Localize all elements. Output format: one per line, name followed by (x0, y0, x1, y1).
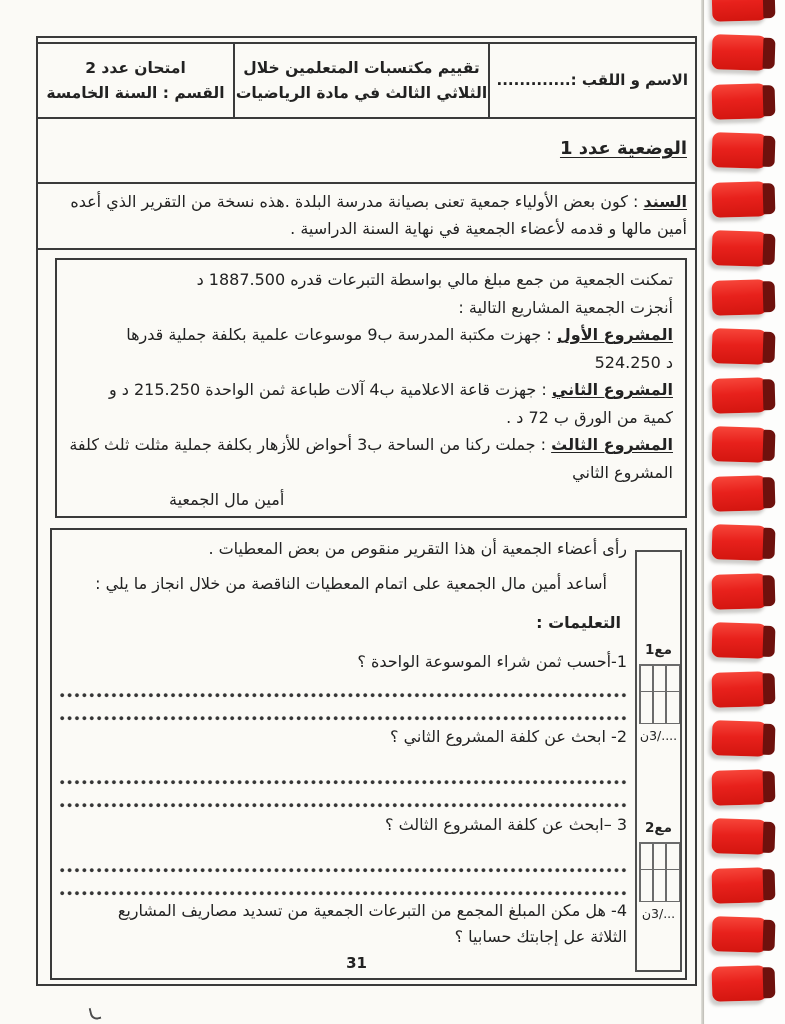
grid-cell (667, 692, 679, 723)
sanad-line2: أمين مالها و قدمه لأعضاء الجمعية في نهاية السنة الدراسية . (290, 219, 687, 238)
project3-text: : جملت ركنا من الساحة ب3 أحواض للأزهار بكلفة جملية مثلت ثلث كلفة (69, 435, 552, 454)
binding-ring-icon (711, 328, 768, 365)
binding-ring-icon (711, 132, 768, 169)
questions-box (50, 528, 687, 980)
binding-ring-icon (712, 867, 769, 904)
question-3: 3 –ابحث عن كلفة المشروع الثالث ؟ (385, 815, 627, 834)
binding-ring-icon (712, 475, 769, 512)
header-exam-cell (38, 44, 233, 117)
binding-ring-icon (712, 573, 769, 610)
question-4-line1: 4- هل مكن المبلغ المجمع من التبرعات الجمعية من تسديد مصاريف المشاريع (117, 901, 627, 920)
grading-box-1-label: مع1 (645, 642, 672, 658)
binding-ring-icon (712, 769, 769, 806)
binding-ring-icon (712, 671, 769, 708)
project1-label: المشروع الأول (556, 325, 673, 344)
name-label: الاسم و اللقب :............. (496, 70, 688, 89)
grid-cell (654, 666, 666, 691)
answer-dotted-line (60, 762, 627, 785)
binding-ring-icon (711, 720, 768, 757)
sanad-line1-text: : كون بعض الأولياء جمعية تعنى بصيانة مدرسة البلدة .هذه نسخة من التقرير الذي أعده (70, 192, 644, 211)
grid-cell (654, 870, 666, 901)
report-projects-intro: أنجزت الجمعية المشاريع التالية : (458, 297, 673, 317)
grading-box-2-label: مع2 (645, 820, 672, 836)
spiral-binding (708, 0, 785, 1024)
report-total-line: تمكنت الجمعية من جمع مبلغ مالي بواسطة التبرعات قدره 1887.500 د (196, 270, 673, 289)
header-table (36, 42, 697, 119)
grid-cell (667, 870, 679, 901)
report-box (55, 258, 687, 518)
grid-cell (641, 666, 653, 691)
grading-score-1: ..../3ن (639, 728, 678, 743)
grid-cell (667, 844, 679, 869)
grading-grid-2 (639, 842, 680, 902)
sanad-line1 (46, 188, 687, 215)
binding-ring-icon (711, 230, 768, 267)
binding-ring-icon (711, 818, 768, 855)
project2-continuation: كمية من الورق ب 72 د . (506, 407, 673, 427)
binding-ring-icon (712, 279, 769, 316)
binding-ring-icon (712, 0, 769, 22)
exam-number: امتحان عدد 2 (85, 59, 186, 78)
grid-cell (654, 844, 666, 869)
answer-dotted-line (60, 873, 627, 896)
situation-title: الوضعية عدد 1 (559, 138, 687, 159)
project2-text: : جهزت قاعة الاعلامية ب4 آلات طباعة ثمن الواحدة 215.250 د و (108, 380, 552, 399)
grid-cell (641, 844, 653, 869)
project3-label: المشروع الثالث (551, 435, 673, 454)
grading-column (635, 550, 682, 972)
answer-dotted-line (60, 698, 627, 721)
grid-cell (667, 666, 679, 691)
exam-class: القسم : السنة الخامسة (46, 83, 225, 102)
project1-line (69, 321, 673, 349)
grid-cell (641, 692, 653, 723)
questions-content (60, 536, 627, 950)
question-4-line2: الثلاثة عل إجابتك حسابيا ؟ (454, 927, 627, 946)
grid-cell (641, 870, 653, 901)
binding-ring-icon (711, 34, 768, 71)
project1-text: : جهزت مكتبة المدرسة ب9 موسوعات علمية بكلفة جملية قدرها (126, 325, 557, 344)
instructions-heading: التعليمات : (536, 613, 621, 632)
exam-title-line2: الثلاثي الثالث في مادة الرياضيات (235, 83, 488, 102)
binding-ring-icon (712, 181, 769, 218)
answer-dotted-line (60, 850, 627, 873)
header-title-cell (233, 44, 490, 117)
binding-ring-icon (712, 83, 769, 120)
project2-label: المشروع الثاني (551, 380, 673, 399)
project1-amount: 524.250 د (594, 352, 673, 372)
report-signature: أمين مال الجمعية (169, 490, 285, 509)
questions-intro-1: رأى أعضاء الجمعية أن هذا التقرير منقوص من بعض المعطيات . (208, 539, 627, 558)
project3-continuation: المشروع الثاني (572, 462, 673, 482)
question-2: 2- ابحث عن كلفة المشروع الثاني ؟ (390, 727, 627, 746)
pen-mark (89, 1006, 102, 1021)
paper-edge (701, 0, 704, 1024)
binding-ring-icon (711, 916, 768, 953)
binding-ring-icon (712, 965, 769, 1002)
binding-ring-icon (711, 524, 768, 561)
binding-ring-icon (711, 426, 768, 463)
exam-title-line1: تقييم مكتسبات المتعلمين خلال (243, 59, 480, 78)
page-number: 31 (346, 954, 367, 972)
header-name-cell (490, 44, 695, 117)
binding-ring-icon (712, 377, 769, 414)
grid-cell (654, 692, 666, 723)
questions-intro-2: أساعد أمين مال الجمعية على اتمام المعطيات الناقصة من خلال انجاز ما يلي : (95, 574, 607, 593)
exam-sheet-border (36, 36, 697, 986)
project3-line (69, 431, 673, 459)
answer-dotted-line (60, 675, 627, 698)
binding-ring-icon (711, 622, 768, 659)
sanad-box (36, 182, 697, 250)
project1-amount-line (69, 349, 673, 377)
grading-grid-1 (639, 664, 680, 724)
grading-score-2: .../3ن (641, 906, 676, 921)
project2-line (69, 376, 673, 404)
sanad-label: السند (643, 192, 687, 211)
answer-dotted-line (60, 785, 627, 808)
question-1: 1-أحسب ثمن شراء الموسوعة الواحدة ؟ (357, 652, 627, 671)
